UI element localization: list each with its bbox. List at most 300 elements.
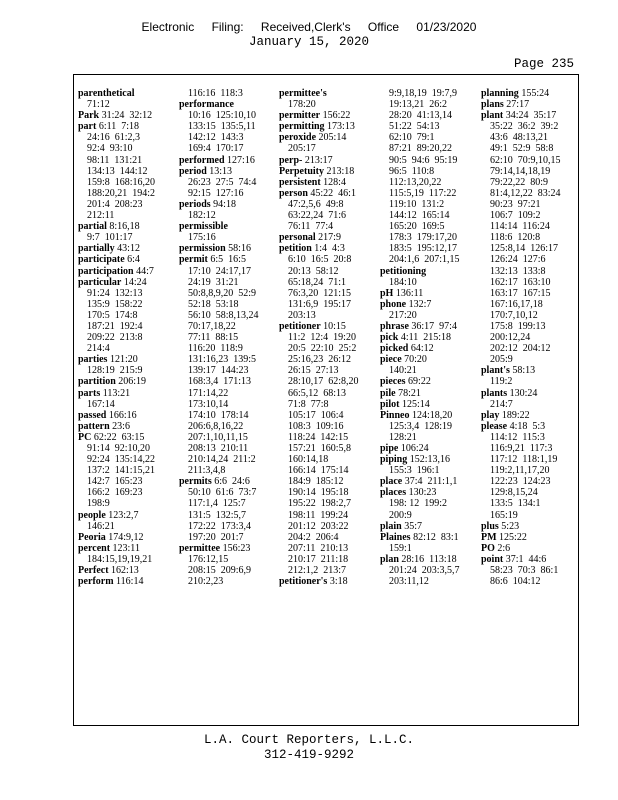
index-line (179, 532, 275, 543)
index-refs: 10:16 125:10,10 (188, 110, 257, 122)
index-line (279, 365, 375, 376)
index-line (78, 221, 174, 232)
index-line (179, 376, 275, 387)
index-refs: 122:23 124:23 (490, 476, 551, 488)
index-line (481, 132, 577, 143)
index-refs: 77:11 88:15 (188, 332, 239, 344)
index-refs: 64:12 (410, 343, 434, 355)
index-term: particular (78, 276, 122, 288)
index-line (380, 299, 476, 310)
index-term: picked (380, 343, 409, 355)
index-term: plans (481, 99, 504, 111)
index-refs: 31:24 32:12 (101, 110, 153, 122)
index-line (380, 487, 476, 498)
index-line (179, 288, 275, 299)
index-line (279, 310, 375, 321)
index-line (380, 321, 476, 332)
index-refs: 50:10 61:6 73:7 (188, 487, 257, 499)
index-line (380, 221, 476, 232)
index-line (279, 88, 375, 99)
index-line (380, 554, 476, 565)
index-line (179, 465, 275, 476)
index-refs: 206:6,8,16,22 (188, 420, 244, 432)
index-refs: 140:21 (389, 365, 417, 377)
index-line (179, 487, 275, 498)
filing-date: 01/23/2020 (416, 20, 477, 34)
index-refs: 170:7,10,12 (490, 309, 538, 321)
index-refs: 159:1 (389, 542, 412, 554)
index-refs: 201:24 203:3,5,7 (389, 565, 460, 577)
index-refs: 168:3,4 171:13 (188, 376, 252, 388)
index-term: pieces (380, 376, 406, 388)
index-refs: 13:13 (209, 165, 233, 177)
index-refs: 187:21 192:4 (87, 320, 143, 332)
index-refs: 121:20 (109, 354, 138, 366)
index-term: performance (179, 99, 234, 111)
index-refs: 210:2,23 (188, 576, 224, 588)
index-refs: 116:14 (116, 576, 144, 588)
index-refs: 205:17 (288, 143, 316, 155)
index-line (380, 465, 476, 476)
index-line (179, 266, 275, 277)
index-refs: 159:8 168:16,20 (87, 176, 156, 188)
index-line (279, 243, 375, 254)
index-line (380, 143, 476, 154)
index-line (481, 221, 577, 232)
index-refs: 70:20 (404, 354, 427, 366)
index-line (78, 498, 174, 509)
index-refs: 198:9 (87, 498, 110, 510)
index-refs: 133:15 135:5,11 (188, 121, 256, 133)
index-line (78, 266, 174, 277)
index-line (380, 510, 476, 521)
index-refs: 115:5,19 117:22 (389, 187, 457, 199)
index-term: Pinneo (380, 409, 410, 421)
index-line (481, 576, 577, 587)
index-term: point (481, 553, 504, 565)
index-refs: 62:22 63:15 (93, 431, 145, 443)
index-line (179, 166, 275, 177)
index-refs: 6:11 7:18 (98, 121, 140, 133)
index-refs: 116:16 118:3 (188, 88, 243, 99)
index-term: part (78, 121, 97, 133)
index-term: permit (179, 254, 208, 266)
index-refs: 189:22 (501, 409, 530, 421)
index-line (78, 332, 174, 343)
index-line (78, 354, 174, 365)
index-line (179, 432, 275, 443)
index-term: places (380, 487, 407, 499)
footer-company: L.A. Court Reporters, L.L.C. (203, 733, 415, 747)
index-line (78, 254, 174, 265)
index-line (380, 565, 476, 576)
index-line (380, 188, 476, 199)
index-line (481, 232, 577, 243)
index-line (78, 443, 174, 454)
index-line (279, 110, 375, 121)
index-refs: 212:1,2 213:7 (288, 565, 347, 577)
index-refs: 207:11 210:13 (288, 542, 349, 554)
index-line (78, 232, 174, 243)
index-line (78, 432, 174, 443)
index-line (179, 399, 275, 410)
index-line (481, 177, 577, 188)
index-line (380, 365, 476, 376)
index-line (279, 576, 375, 587)
index-line (481, 332, 577, 343)
index-refs: 146:21 (87, 520, 115, 532)
index-refs: 173:10,14 (188, 398, 229, 410)
index-term: permission (179, 243, 226, 255)
index-refs: 37:4 211:1,1 (404, 476, 458, 488)
index-refs: 142:7 165:23 (87, 476, 143, 488)
index-line (279, 288, 375, 299)
index-line (481, 399, 577, 410)
index-term: planning (481, 88, 519, 99)
index-line (380, 432, 476, 443)
index-refs: 58:16 (228, 243, 251, 255)
index-line (279, 121, 375, 132)
index-refs: 96:5 110:8 (389, 165, 435, 177)
index-refs: 209:22 213:8 (87, 332, 143, 344)
index-refs: 155:24 (521, 88, 550, 99)
index-line (279, 299, 375, 310)
index-refs: 94:18 (213, 198, 236, 210)
index-line (78, 166, 174, 177)
index-refs: 17:10 24:17,17 (188, 265, 252, 277)
index-refs: 134:13 144:12 (87, 165, 148, 177)
index-line (78, 465, 174, 476)
index-refs: 71:8 77:8 (288, 398, 329, 410)
index-term: permits (179, 476, 212, 488)
index-refs: 129:8,15,24 (490, 487, 538, 499)
index-line (481, 476, 577, 487)
index-line (78, 177, 174, 188)
index-line (481, 354, 577, 365)
index-column-1 (78, 88, 174, 587)
index-line (179, 343, 275, 354)
index-refs: 119:10 131:2 (389, 198, 445, 210)
index-refs: 126:24 127:6 (490, 254, 546, 266)
index-refs: 152:13,16 (409, 454, 451, 466)
index-line (78, 299, 174, 310)
index-refs: 166:16 (108, 409, 137, 421)
index-refs: 139:17 144:23 (188, 365, 249, 377)
index-refs: 82:12 83:1 (413, 531, 459, 543)
index-refs: 69:22 (408, 376, 431, 388)
index-refs: 144:12 165:14 (389, 210, 450, 222)
index-refs: 28:16 113:18 (401, 553, 457, 565)
index-refs: 20:5 22:10 25:2 (288, 343, 357, 355)
index-line (179, 521, 275, 532)
index-term: perform (78, 576, 114, 588)
index-refs: 5:23 (501, 520, 520, 532)
index-refs: 183:5 195:12,17 (389, 243, 458, 255)
index-refs: 78:21 (398, 387, 421, 399)
index-refs: 76:3,20 121:15 (288, 287, 352, 299)
index-refs: 58:13 (512, 365, 536, 377)
index-refs: 201:4 208:23 (87, 198, 143, 210)
index-refs: 167:14 (87, 398, 115, 410)
index-line (179, 221, 275, 232)
index-refs: 123:11 (112, 542, 140, 554)
index-line (279, 376, 375, 387)
index-refs: 200:12,24 (490, 332, 531, 344)
index-term: petitioner (279, 320, 321, 332)
index-line (380, 354, 476, 365)
index-line (279, 332, 375, 343)
index-line (481, 277, 577, 288)
index-line (78, 532, 174, 543)
index-refs: 87:21 89:20,22 (389, 143, 453, 155)
index-refs: 125:3,4 128:19 (389, 420, 453, 432)
index-refs: 56:10 58:8,13,24 (188, 309, 259, 321)
index-refs: 137:2 141:15,21 (87, 465, 156, 477)
index-line (279, 487, 375, 498)
index-line (78, 576, 174, 587)
index-refs: 43:12 (117, 243, 140, 255)
index-line (78, 277, 174, 288)
index-line (279, 410, 375, 421)
index-line (179, 232, 275, 243)
index-term: Plaines (380, 531, 411, 543)
index-line (179, 143, 275, 154)
footer-phone: 312-419-9292 (263, 748, 354, 762)
index-refs: 105:17 106:4 (288, 409, 344, 421)
index-line (279, 343, 375, 354)
index-refs: 176:12,15 (188, 553, 229, 565)
index-line (279, 188, 375, 199)
index-refs: 166:14 175:14 (288, 465, 349, 477)
index-line (279, 232, 375, 243)
index-term: please (481, 420, 508, 432)
index-refs: 113:21 (102, 387, 131, 399)
index-refs: 182:12 (188, 210, 216, 222)
index-line (481, 121, 577, 132)
index-refs: 90:23 97:21 (490, 198, 541, 210)
index-refs: 213:17 (304, 154, 333, 166)
index-refs: 35:22 36:2 39:2 (490, 121, 559, 133)
index-line (481, 288, 577, 299)
index-line (481, 321, 577, 332)
index-frame (73, 74, 579, 726)
index-refs: 175:16 (188, 232, 216, 244)
index-line (78, 399, 174, 410)
index-term: parenthetical (78, 88, 135, 99)
index-refs: 174:10 178:14 (188, 409, 249, 421)
index-line (279, 354, 375, 365)
index-refs: 214:7 (490, 398, 513, 410)
index-line (481, 510, 577, 521)
index-refs: 92:15 127:16 (188, 187, 244, 199)
index-refs: 131:6,9 195:17 (288, 298, 352, 310)
index-refs: 188:20,21 194:2 (87, 187, 156, 199)
index-refs: 142:12 143:3 (188, 132, 244, 144)
index-refs: 178:20 (288, 99, 316, 111)
index-refs: 217:9 (318, 232, 341, 244)
index-line (279, 510, 375, 521)
index-refs: 119:2,11,17,20 (490, 465, 550, 477)
index-refs: 163:17 167:15 (490, 287, 551, 299)
index-line (481, 432, 577, 443)
index-line (481, 210, 577, 221)
index-refs: 14:24 (123, 276, 147, 288)
index-refs: 79:22,22 80:9 (490, 176, 549, 188)
index-refs: 6:5 16:5 (210, 254, 246, 266)
index-refs: 208:13 210:11 (188, 443, 249, 454)
index-refs: 9:7 101:17 (87, 232, 133, 244)
index-line (481, 388, 577, 399)
index-line (380, 521, 476, 532)
index-line (78, 421, 174, 432)
index-line (380, 576, 476, 587)
index-refs: 173:13 (327, 121, 355, 133)
index-term: person (279, 187, 308, 199)
index-refs: 28:10,17 62:8,20 (288, 376, 359, 388)
index-line (279, 143, 375, 154)
index-refs: 128:4 (323, 176, 346, 188)
index-line (78, 155, 174, 166)
index-refs: 71:12 (87, 99, 110, 111)
index-line (380, 177, 476, 188)
index-line (380, 310, 476, 321)
index-line (380, 388, 476, 399)
index-line (481, 266, 577, 277)
index-refs: 125:8,14 126:17 (490, 243, 559, 255)
index-refs: 211:3,4,8 (188, 465, 226, 477)
index-refs: 19:13,21 26:2 (389, 99, 448, 111)
index-refs: 130:24 (509, 387, 538, 399)
index-line (380, 410, 476, 421)
index-refs: 170:5 174:8 (87, 309, 138, 321)
index-term: pick (380, 332, 399, 344)
index-term: plus (481, 520, 499, 532)
index-line (380, 476, 476, 487)
index-refs: 10:15 (323, 320, 346, 332)
index-term: pilot (380, 398, 400, 410)
index-line (380, 332, 476, 343)
index-line (279, 399, 375, 410)
index-refs: 34:24 35:17 (505, 110, 557, 122)
filing-stamp (0, 20, 618, 34)
index-line (179, 88, 275, 99)
index-term: partially (78, 243, 115, 255)
index-refs: 165:20 169:5 (389, 221, 445, 233)
index-line (380, 99, 476, 110)
index-refs: 92:4 93:10 (87, 143, 133, 155)
index-line (179, 554, 275, 565)
index-line (380, 454, 476, 465)
index-line (78, 376, 174, 387)
index-term: performed (179, 154, 225, 166)
index-refs: 11:2 12:4 19:20 (288, 332, 356, 344)
index-line (179, 254, 275, 265)
index-line (481, 188, 577, 199)
index-line (481, 487, 577, 498)
index-refs: 217:20 (389, 309, 417, 321)
index-term: piping (380, 454, 408, 466)
index-refs: 20:13 58:12 (288, 265, 339, 277)
index-refs: 114:12 115:3 (490, 431, 545, 443)
page-number: Page 235 (513, 57, 574, 71)
index-refs: 116:20 118:9 (188, 343, 243, 355)
index-line (481, 565, 577, 576)
index-line (481, 376, 577, 387)
index-term: people (78, 509, 106, 521)
index-refs: 128:19 215:9 (87, 365, 143, 377)
index-refs: 4:11 215:18 (400, 332, 452, 344)
index-term: partial (78, 221, 107, 233)
index-line (380, 543, 476, 554)
index-line (179, 321, 275, 332)
index-refs: 207:1,10,11,15 (188, 431, 248, 443)
index-column-4 (380, 88, 476, 587)
index-refs: 28:20 41:13,14 (389, 110, 453, 122)
index-line (279, 443, 375, 454)
index-term: perp- (279, 154, 303, 166)
index-term: PC (78, 431, 92, 443)
index-refs: 6:4 (127, 254, 140, 266)
index-line (481, 99, 577, 110)
index-refs: 132:13 133:8 (490, 265, 546, 277)
index-refs: 125:22 (499, 531, 527, 543)
index-column-2 (179, 88, 275, 587)
index-line (380, 210, 476, 221)
index-refs: 79:14,14,18,19 (490, 165, 551, 177)
index-line (179, 576, 275, 587)
index-refs: 212:11 (87, 210, 115, 222)
index-refs: 195:22 198:2,7 (288, 498, 352, 510)
index-refs: 197:20 201:7 (188, 531, 244, 543)
index-line (179, 243, 275, 254)
index-refs: 49:1 52:9 58:8 (490, 143, 554, 155)
index-line (481, 166, 577, 177)
index-refs: 198:11 199:24 (288, 509, 349, 521)
index-refs: 26:15 27:13 (288, 365, 339, 377)
index-refs: 202:12 204:12 (490, 343, 551, 355)
index-term: phrase (380, 320, 409, 332)
index-refs: 214:4 (87, 343, 110, 355)
index-refs: 132:7 (408, 298, 432, 310)
index-term: personal (279, 232, 316, 244)
index-refs: 204:2 206:4 (288, 531, 339, 543)
index-term: plants (481, 387, 508, 399)
index-line (481, 410, 577, 421)
index-term: PM (481, 531, 497, 543)
index-term: participation (78, 265, 134, 277)
index-term: periods (179, 198, 211, 210)
index-line (481, 443, 577, 454)
index-column-5 (481, 88, 577, 587)
index-term: pipe (380, 443, 399, 454)
index-refs: 162:13 (111, 565, 139, 577)
index-line (279, 432, 375, 443)
index-line (481, 543, 577, 554)
index-line (481, 532, 577, 543)
index-refs: 213:18 (326, 165, 355, 177)
index-line (279, 532, 375, 543)
index-term: permittee (179, 542, 221, 554)
index-line (481, 143, 577, 154)
index-line (179, 565, 275, 576)
index-refs: 117:12 118:1,19 (490, 454, 558, 466)
index-line (279, 543, 375, 554)
index-refs: 3:18 (329, 576, 348, 588)
index-line (380, 121, 476, 132)
index-line (179, 476, 275, 487)
index-line (78, 121, 174, 132)
index-refs: 106:24 (400, 443, 429, 454)
